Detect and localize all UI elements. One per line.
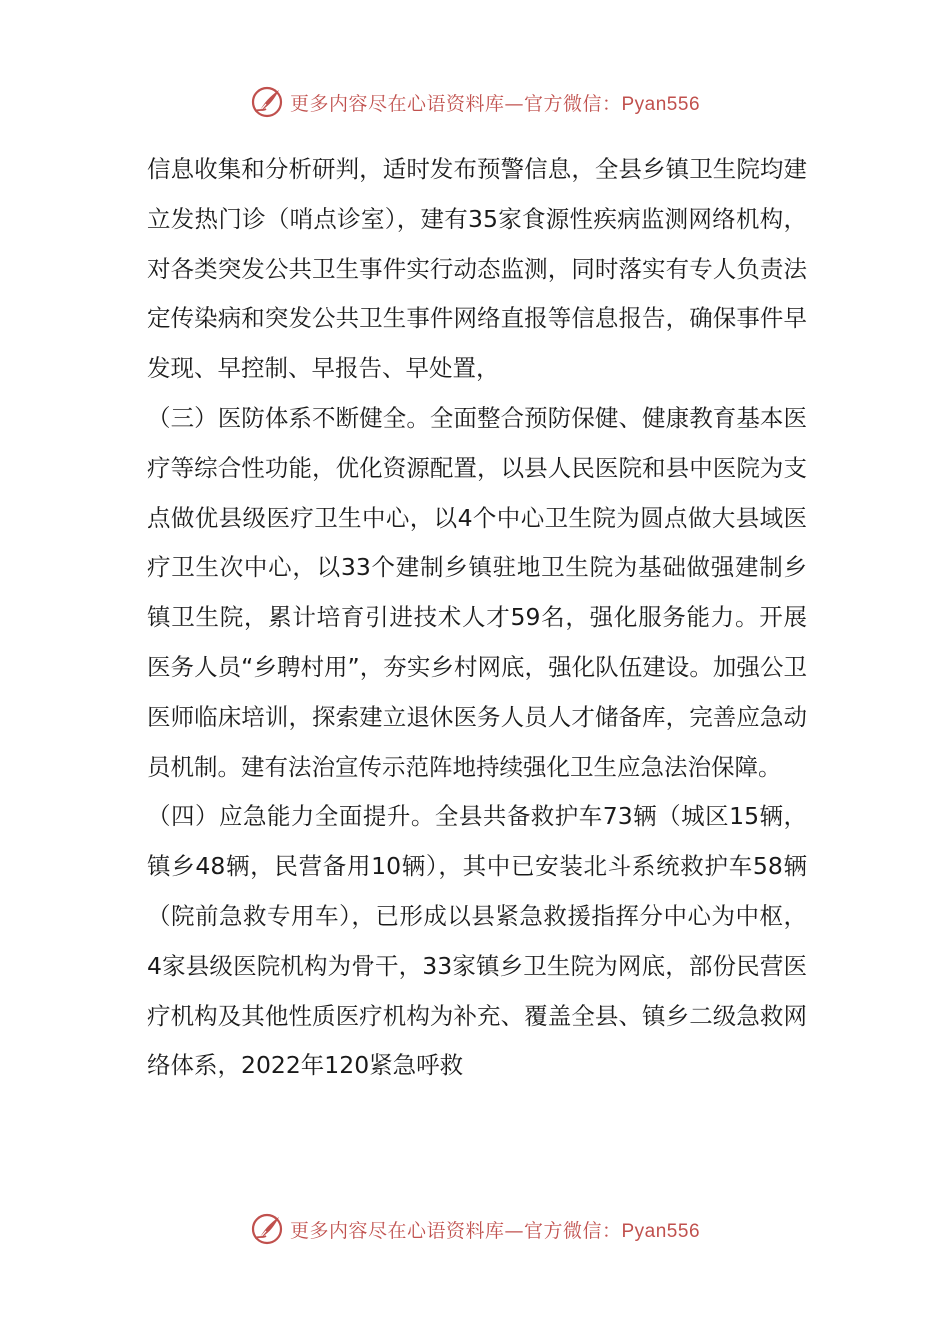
- banner-text: 更多内容尽在心语资料库—官方微信：Pyan556: [289, 92, 701, 115]
- document-body: [147, 145, 807, 1091]
- header-banner: [0, 82, 950, 122]
- paragraph-3: （四）应急能力全面提升。全县共备救护车73辆（城区15辆，镇乡48辆，民营备用10辆），其中已安装北斗系统救护车58辆（院前急救专用车），已形成以县紧急救援指挥分中心为中枢，4家县级医院机构为骨干，33家镇乡卫生院为网底，部份民营医疗机构及其他性质医疗机构为补充、覆盖全县、镇乡二级急救网络体系，2022年120紧急呼救: [147, 802, 807, 1080]
- footer-banner-content: [250, 1212, 700, 1246]
- paragraph-1: 信息收集和分析研判，适时发布预警信息，全县乡镇卫生院均建立发热门诊（哨点诊室），建有35家食源性疾病监测网络机构，对各类突发公共卫生事件实行动态监测，同时落实有专人负责法定传染病和突发公共卫生事件网络直报等信息报告，确保事件早发现、早控制、早报告、早处置，: [147, 155, 807, 383]
- wechat-handle: Pyan556: [621, 1220, 701, 1242]
- wechat-handle: Pyan556: [621, 93, 701, 115]
- header-banner-content: [250, 85, 700, 119]
- paragraph-2: （三）医防体系不断健全。全面整合预防保健、健康教育基本医疗等综合性功能，优化资源配置，以县人民医院和县中医院为支点做优县级医疗卫生中心，以4个中心卫生院为圆点做大县域医疗卫生次中心，以33个建制乡镇驻地卫生院为基础做强建制乡镇卫生院，累计培育引进技术人才59名，强化服务能力。开展医务人员“乡聘村用”，夯实乡村网底，强化队伍建设。加强公卫医师临床培训，探索建立退休医务人员人才储备库，完善应急动员机制。建有法治宣传示范阵地持续强化卫生应急法治保障。: [147, 403, 807, 781]
- banner-text: 更多内容尽在心语资料库—官方微信：Pyan556: [289, 1219, 701, 1242]
- footer-banner: [0, 1209, 950, 1249]
- quill-logo-icon: [250, 85, 284, 119]
- quill-logo-icon: [250, 1212, 284, 1246]
